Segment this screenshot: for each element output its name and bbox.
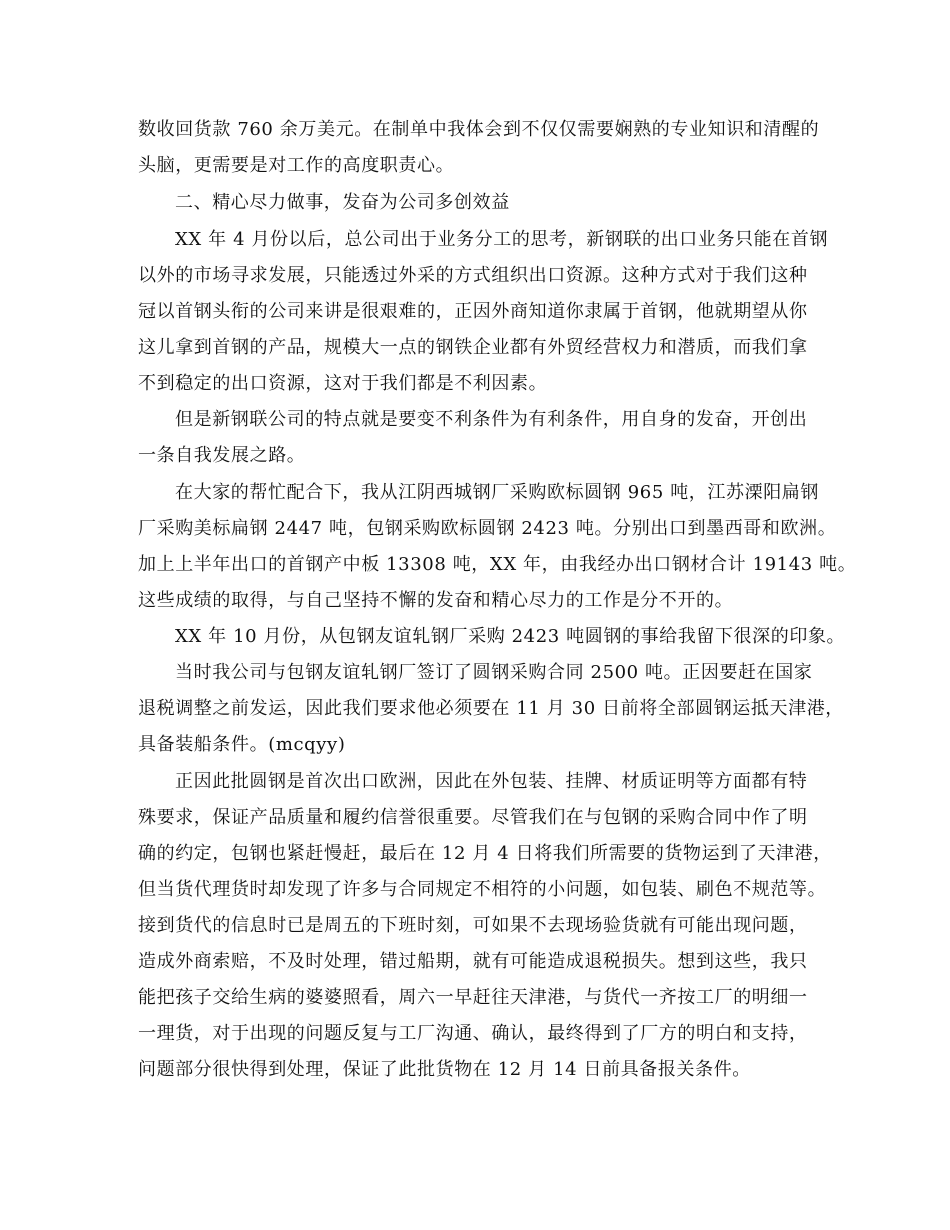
text-line: 确的约定，包钢也紧赶慢赶，最后在 12 月 4 日将我们所需要的货物运到了天津港， — [138, 843, 832, 864]
text-line: 在大家的帮忙配合下，我从江阴西城钢厂采购欧标圆钢 965 吨，江苏溧阳扁钢 — [175, 482, 819, 503]
text-line: 这儿拿到首钢的产品，规模大一点的钢铁企业都有外贸经营权力和潜质，而我们拿 — [138, 337, 808, 358]
text-line: 殊要求，保证产品质量和履约信誉很重要。尽管我们在与包钢的采购合同中作了明 — [138, 807, 808, 828]
text-line: 数收回货款 760 余万美元。在制单中我体会到不仅仅需要娴熟的专业知识和清醒的 — [138, 119, 820, 140]
text-line: XX 年 10 月份，从包钢友谊轧钢厂采购 2423 吨圆钢的事给我留下很深的印象。 — [175, 626, 846, 647]
text-line: 退税调整之前发运，因此我们要求他必须要在 11 月 30 日前将全部圆钢运抵天津港， — [138, 698, 844, 719]
text-line: 厂采购美标扁钢 2447 吨，包钢采购欧标圆钢 2423 吨。分别出口到墨西哥和欧洲。 — [138, 518, 837, 539]
text-line: 加上上半年出口的首钢产中板 13308 吨，XX 年，由我经办出口钢材合计 19143 吨。 — [138, 554, 857, 575]
text-line: 这些成绩的取得，与自己坚持不懈的发奋和精心尽力的工作是分不开的。 — [138, 590, 734, 611]
text-line: 但当货代理货时却发现了许多与合同规定不相符的小问题，如包装、刷色不规范等。 — [138, 879, 827, 900]
text-line: 正因此批圆钢是首次出口欧洲，因此在外包装、挂牌、材质证明等方面都有特 — [175, 771, 808, 792]
text-line: 以外的市场寻求发展，只能透过外采的方式组织出口资源。这种方式对于我们这种 — [138, 265, 808, 286]
text-line: 但是新钢联公司的特点就是要变不利条件为有利条件，用自身的发奋，开创出 — [175, 409, 808, 430]
text-line: XX 年 4 月份以后，总公司出于业务分工的思考，新钢联的出口业务只能在首钢 — [175, 229, 829, 250]
text-line: 能把孩子交给生病的婆婆照看，周六一早赶往天津港，与货代一齐按工厂的明细一 — [138, 987, 808, 1008]
text-line: 冠以首钢头衔的公司来讲是很艰难的，正因外商知道你隶属于首钢，他就期望从你 — [138, 301, 808, 322]
text-line: 一理货，对于出现的问题反复与工厂沟通、确认，最终得到了厂方的明白和支持， — [138, 1023, 808, 1044]
text-line: 造成外商索赔，不及时处理，错过船期，就有可能造成退税损失。想到这些，我只 — [138, 951, 808, 972]
text-line: 头脑，更需要是对工作的高度职责心。 — [138, 155, 455, 176]
text-line: 接到货代的信息时已是周五的下班时刻，可如果不去现场验货就有可能出现问题， — [138, 915, 808, 936]
section-heading: 二、精心尽力做事，发奋为公司多创效益 — [175, 192, 510, 213]
text-line: 具备装船条件。(mcqyy) — [138, 734, 346, 755]
text-line: 当时我公司与包钢友谊轧钢厂签订了圆钢采购合同 2500 吨。正因要赶在国家 — [175, 662, 813, 683]
text-line: 不到稳定的出口资源，这对于我们都是不利因素。 — [138, 373, 548, 394]
text-line: 问题部分很快得到处理，保证了此批货物在 12 月 14 日前具备报关条件。 — [138, 1059, 751, 1080]
text-line: 一条自我发展之路。 — [138, 445, 306, 466]
